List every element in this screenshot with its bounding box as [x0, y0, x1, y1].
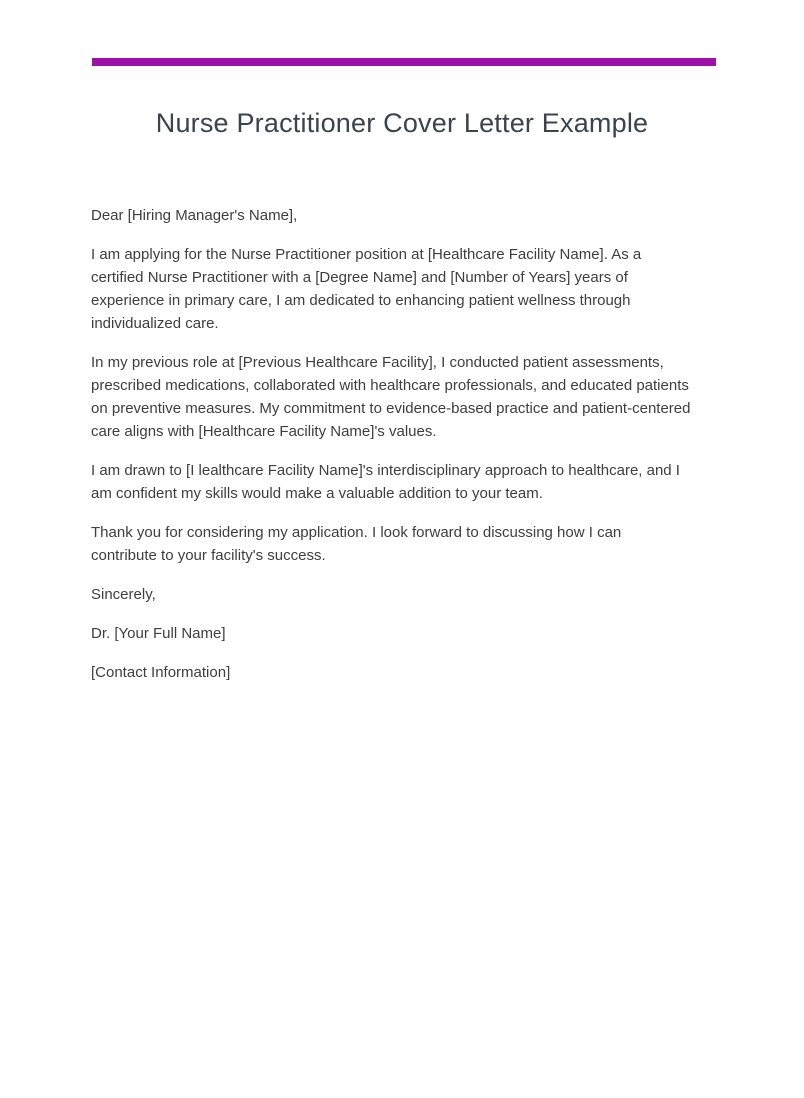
page-title: Nurse Practitioner Cover Letter Example — [155, 108, 649, 138]
accent-bar — [92, 58, 716, 66]
contact-info: [Contact Information] — [91, 664, 231, 681]
letter-paragraph: I am applying for the Nurse Practitioner position at [Healthcare Facility Name]. As a certified Nurse Practitioner with a [Degree Name] and [Number of Years] years of experience in primary care, I am dedicated to enhancing patient wellness through individualized care. — [91, 246, 642, 332]
document-page — [0, 58, 804, 1098]
letter-body — [91, 204, 691, 684]
letter-paragraph: I am drawn to [I lealthcare Facility Name]'s interdisciplinary approach to healthcare, and I am confident my skills would make a valuable addition to your team. — [91, 462, 680, 502]
letter-paragraph: Thank you for considering my application. I look forward to discussing how I can contribute to your facility's success. — [91, 524, 622, 564]
letter-paragraph: In my previous role at [Previous Healthcare Facility], I conducted patient assessments, prescribed medications, collaborated with healthcare professionals, and educated patients on preventive measures. My commitment to evidence-based practice and patient-centered care aligns with [Healthcare Facility Name]'s values. — [91, 354, 691, 440]
signature-name: Dr. [Your Full Name] — [91, 625, 226, 642]
salutation: Dear [Hiring Manager's Name], — [91, 207, 298, 224]
closing: Sincerely, — [91, 586, 156, 603]
